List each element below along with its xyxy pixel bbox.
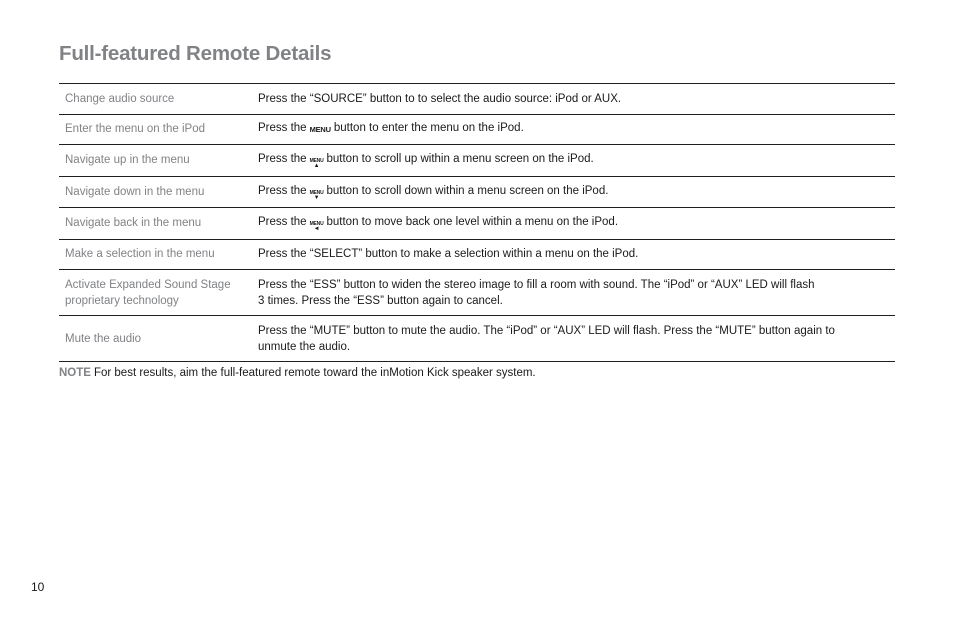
description-cell: [258, 151, 895, 169]
table-row: [59, 115, 895, 146]
description-line: Press the “MUTE” button to mute the audio. The “iPod” or “AUX” LED will flash. Press the “MUTE” button again to: [258, 324, 835, 337]
description-text: Press the: [258, 216, 307, 229]
description-text: button to enter the menu on the iPod.: [333, 122, 524, 135]
action-cell: Mute the audio: [65, 332, 142, 345]
remote-details-table: [59, 83, 895, 362]
page-number: 10: [31, 580, 45, 594]
action-cell: [59, 277, 258, 309]
note-label: NOTE: [59, 367, 91, 379]
action-line: proprietary technology: [65, 294, 179, 307]
note: [59, 367, 536, 379]
description-text: button to scroll up within a menu screen on the iPod.: [326, 153, 594, 166]
description-text: Press the: [258, 153, 307, 166]
menu-label: MENU: [309, 189, 324, 196]
menu-down-button-icon: [310, 191, 324, 201]
description-cell: [258, 183, 895, 201]
description-cell: Press the “SELECT” button to make a selection within a menu on the iPod.: [258, 248, 639, 261]
action-cell: Make a selection in the menu: [65, 248, 215, 261]
menu-back-button-icon: [310, 222, 324, 232]
description-cell: [258, 214, 895, 232]
table-row: [59, 240, 895, 271]
action-cell: Enter the menu on the iPod: [65, 123, 206, 136]
action-cell: Change audio source: [65, 92, 175, 105]
menu-button-icon: MENU: [309, 125, 331, 135]
arrow-back-icon: ◄: [313, 226, 320, 233]
note-text: For best results, aim the full-featured remote toward the inMotion Kick speaker system.: [93, 367, 536, 379]
description-cell: [258, 277, 895, 309]
description-cell: [258, 120, 895, 138]
table-row: [59, 208, 895, 240]
page-title: Full-featured Remote Details: [59, 42, 332, 65]
table-row: [59, 84, 895, 115]
action-cell: Navigate back in the menu: [65, 217, 202, 230]
table-row: [59, 177, 895, 209]
description-cell: [258, 323, 895, 355]
table-row: [59, 270, 895, 316]
menu-up-button-icon: [310, 159, 324, 169]
description-text: Press the: [258, 122, 307, 135]
arrow-up-icon: ▲: [313, 163, 320, 170]
description-cell: Press the “SOURCE” button to to select the audio source: iPod or AUX.: [258, 92, 622, 105]
menu-label: MENU: [309, 158, 324, 165]
action-cell: Navigate up in the menu: [65, 154, 190, 167]
description-line: unmute the audio.: [258, 340, 351, 353]
table-row: [59, 316, 895, 362]
description-text: button to scroll down within a menu screen on the iPod.: [326, 184, 609, 197]
menu-label: MENU: [309, 221, 324, 228]
description-line: Press the “ESS” button to widen the stereo image to fill a room with sound. The “iPod” or “AUX” LED will flash: [258, 278, 815, 291]
description-text: button to move back one level within a menu on the iPod.: [326, 216, 619, 229]
description-line: 3 times. Press the “ESS” button again to cancel.: [258, 294, 503, 307]
action-cell: Navigate down in the menu: [65, 185, 205, 198]
table-row: [59, 145, 895, 177]
arrow-down-icon: ▼: [313, 194, 320, 201]
description-text: Press the: [258, 184, 307, 197]
action-line: Activate Expanded Sound Stage: [65, 278, 231, 291]
